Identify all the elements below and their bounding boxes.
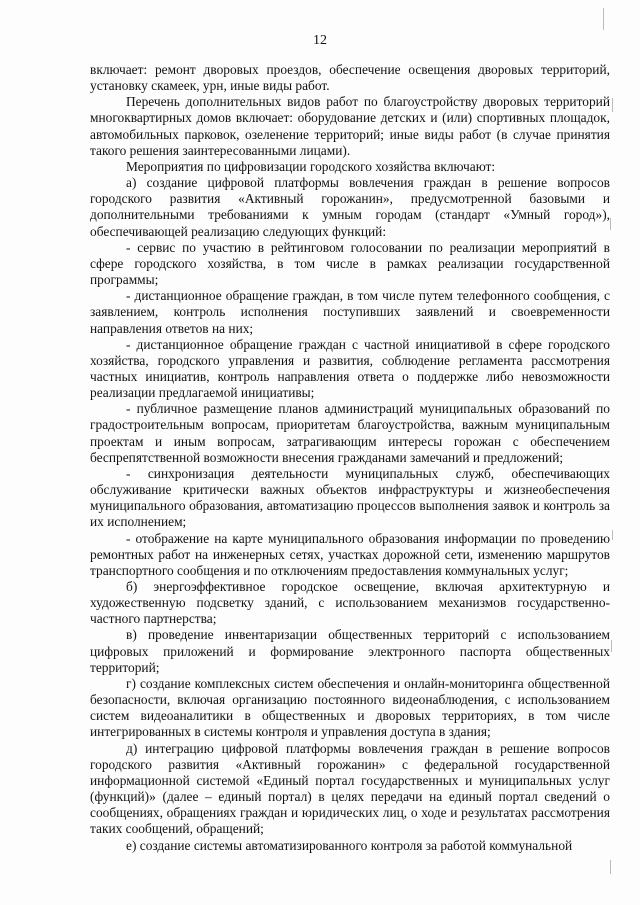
paragraph: - публичное размещение планов администраций муниципальных образований по градостроительным вопросам, приоритетам благоустройства, важным муниципальным проектам и иным вопросам, затрагивающим интересы горожан с обеспечением беспрепятственной возможности внесения гражданами замечаний и предложений; (90, 401, 610, 465)
scan-edge-mark (612, 98, 613, 112)
paragraph: Мероприятия по цифровизации городского хозяйства включают: (126, 158, 496, 174)
scan-edge-mark (612, 530, 613, 540)
paragraph: а) создание цифровой платформы вовлечения граждан в решение вопросов городского развития «Активный горожанин», предусмотренной базовыми и дополнительными требованиями к умным городам (стандарт «Умный город»), обеспечивающей реализацию следующих функций: (90, 175, 610, 239)
scan-edge-mark (610, 218, 611, 230)
paragraph: - дистанционное обращение граждан с частной инициативой в сфере городского хозяйства, городского управления и развития, соблюдение регламента рассмотрения частных инициатив, контроль направления ответа о поддержке либо невозможности реализации предлагаемой инициативы; (90, 336, 610, 401)
paragraph: в) проведение инвентаризации общественных территорий с использованием цифровых приложений и формирование электронного паспорта общественных территорий; (90, 627, 610, 675)
paragraph: д) интеграцию цифровой платформы вовлечения граждан в решение вопросов городского развития «Активный горожанин» с федеральной государственной информационной системой «Единый портал государственных и муниципальных услуг (функций)» (далее – единый портал) в целях передачи на единый портал сведений о сообщениях, обращениях граждан и юридических лиц, о ходе и результатах рассмотрения таких сообщений, обращений; (90, 740, 610, 837)
document-body (90, 62, 610, 854)
paragraph: е) создание системы автоматизированного контроля за работой коммунальной (126, 837, 573, 853)
scan-edge-mark (611, 640, 612, 652)
page-number: 12 (313, 33, 327, 48)
paragraph: - сервис по участию в рейтинговом голосовании по реализации мероприятий в сфере городского хозяйства, в том числе в рамках реализации государственной программы; (90, 239, 610, 288)
paragraph: - отображение на карте муниципального образования информации по проведению ремонтных работ на инженерных сетях, участках дорожной сети, изменению маршрутов транспортного сообщения и по отключениям предоставления коммунальных услуг; (90, 530, 610, 578)
paragraph: - синхронизация деятельности муниципальных служб, обеспечивающих обслуживание критически важных объектов инфраструктуры и жизнеобеспечения муниципального образования, автоматизацию процессов выполнения заявок и контроль за их исполнением; (90, 465, 610, 530)
scan-edge-mark (610, 860, 611, 874)
paragraph: включает: ремонт дворовых проездов, обеспечение освещения дворовых территорий, установку скамеек, урн, иные виды работ. (90, 62, 610, 94)
paragraph: Перечень дополнительных видов работ по благоустройству дворовых территорий многоквартирных домов включает: оборудование детских и (или) спортивных площадок, автомобильных парковок, озеленение территорий; иные виды работ (в случае принятия такого решения заинтересованными лицами). (90, 94, 610, 158)
scan-edge-mark (603, 8, 604, 30)
paragraph: г) создание комплексных систем обеспечения и онлайн-мониторинга общественной безопасности, включая организацию постоянного видеонаблюдения, с использованием систем видеоаналитики в общественных и дворовых территориях, в том числе интегрированных в системы контроля и управления доступа в здания; (90, 675, 610, 740)
paragraph: б) энергоэффективное городское освещение, включая архитектурную и художественную подсветку зданий, с использованием механизмов государственно-частного партнерства; (90, 579, 610, 627)
paragraph: - дистанционное обращение граждан, в том числе путем телефонного сообщения, с заявлением, контроль исполнения поступивших заявлений и своевременности направления ответов на них; (90, 288, 610, 336)
